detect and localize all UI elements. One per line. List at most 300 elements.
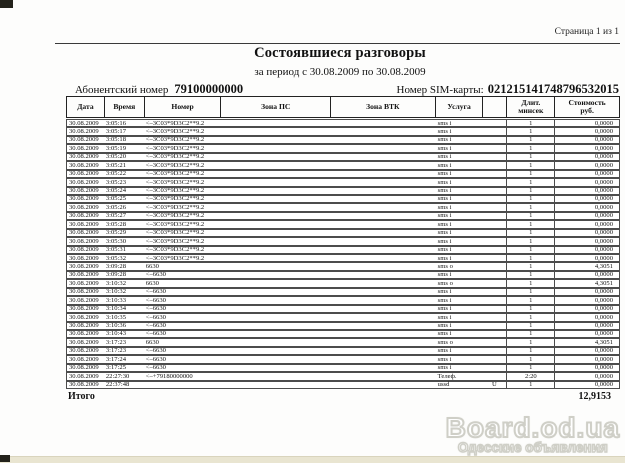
cell-flag: [482, 323, 506, 329]
cell-service: sms i: [437, 127, 452, 135]
table-row: [66, 313, 620, 321]
cell-flag: [482, 213, 506, 219]
cell-time: 3:05:30: [105, 237, 127, 245]
cell-service: sms i: [437, 313, 452, 321]
cell-number: <–6630: [145, 347, 166, 355]
cell-date: 30.08.2009: [69, 195, 99, 203]
cell-date: 30.08.2009: [69, 178, 99, 186]
table-row: [66, 136, 620, 144]
cell-service: sms i: [437, 203, 452, 211]
cell-zone-vtk: [330, 348, 435, 354]
cell-cost: 0,0000: [554, 204, 619, 210]
cell-flag: [482, 272, 506, 278]
cell-zone-ps: [220, 238, 330, 244]
cell-date: 30.08.2009: [69, 279, 99, 287]
cell-date: 30.08.2009: [69, 127, 99, 135]
col-header-zone-vtk: Зона ВТК: [330, 97, 435, 117]
subscriber-label: Абонентский номер: [75, 84, 169, 96]
cell-number: <–6630: [145, 288, 166, 296]
cell-cost: 0,0000: [554, 188, 619, 194]
cell-service: sms i: [437, 212, 452, 220]
cell-flag: [482, 289, 506, 295]
cell-zone-vtk: [330, 314, 435, 320]
cell-number: <–3C03*9D3C2**9.2: [145, 254, 205, 262]
cell-cost: 0,0000: [554, 306, 619, 312]
cell-number: <–3C03*9D3C2**9.2: [145, 195, 205, 203]
cell-number: <–3C03*9D3C2**9.2: [145, 229, 205, 237]
cell-zone-ps: [220, 373, 330, 379]
cell-duration: 1: [506, 306, 554, 312]
table-row: [66, 229, 620, 237]
cell-date: 30.08.2009: [69, 254, 99, 262]
cell-duration: 1: [506, 238, 554, 244]
cell-cost: 0,0000: [554, 145, 619, 151]
cell-duration: 1: [506, 382, 554, 388]
cell-zone-ps: [220, 263, 330, 269]
watermark-logo: Board.od.ua: [445, 412, 620, 443]
table-row: [66, 372, 620, 380]
cell-duration: 1: [506, 339, 554, 345]
cell-service: sms i: [437, 254, 452, 262]
cell-cost: 0,0000: [554, 137, 619, 143]
cell-zone-ps: [220, 339, 330, 345]
cell-cost: 0,0000: [554, 230, 619, 236]
cell-cost: 0,0000: [554, 221, 619, 227]
cell-number: <–3C03*9D3C2**9.2: [145, 136, 205, 144]
cell-flag: [482, 255, 506, 261]
cell-zone-vtk: [330, 263, 435, 269]
cell-cost: 0,0000: [554, 179, 619, 185]
cell-time: 3:05:31: [105, 246, 127, 254]
cell-cost: 0,0000: [554, 297, 619, 303]
cell-number: <–+79180000000: [145, 372, 193, 380]
cell-zone-vtk: [330, 247, 435, 253]
cell-zone-vtk: [330, 171, 435, 177]
cell-duration: 1: [506, 297, 554, 303]
cell-time: 3:17:25: [105, 364, 127, 372]
cell-zone-ps: [220, 204, 330, 210]
cell-zone-vtk: [330, 128, 435, 134]
table-row: [66, 355, 620, 363]
cell-zone-ps: [220, 188, 330, 194]
cell-date: 30.08.2009: [69, 347, 99, 355]
cell-duration: 1: [506, 179, 554, 185]
cell-zone-ps: [220, 382, 330, 388]
cell-number: <–3C03*9D3C2**9.2: [145, 246, 205, 254]
cell-duration: 1: [506, 120, 554, 126]
cell-service: sms i: [437, 237, 452, 245]
cell-zone-vtk: [330, 272, 435, 278]
cell-time: 3:05:27: [105, 212, 127, 220]
cell-date: 30.08.2009: [69, 330, 99, 338]
cell-time: 22:37:48: [105, 381, 130, 389]
cell-flag: [482, 137, 506, 143]
cell-cost: 0,0000: [554, 272, 619, 278]
cell-zone-vtk: [330, 382, 435, 388]
cell-duration: 1: [506, 221, 554, 227]
cell-flag: [482, 196, 506, 202]
cell-number: <–3C03*9D3C2**9.2: [145, 119, 205, 127]
table-row: [66, 347, 620, 355]
table-row: [66, 220, 620, 228]
cell-number: <–3C03*9D3C2**9.2: [145, 178, 205, 186]
table-row: [66, 144, 620, 152]
cell-date: 30.08.2009: [69, 355, 99, 363]
table-row: [66, 161, 620, 169]
cell-time: 3:05:17: [105, 127, 127, 135]
cell-zone-vtk: [330, 331, 435, 337]
cell-zone-vtk: [330, 162, 435, 168]
cell-date: 30.08.2009: [69, 203, 99, 211]
total-label: Итого: [68, 391, 95, 402]
call-table-body: [66, 119, 620, 389]
page-number: Страница 1 из 1: [554, 27, 619, 37]
cell-zone-ps: [220, 255, 330, 261]
cell-service: sms i: [437, 364, 452, 372]
table-row: [66, 338, 620, 346]
col-header-time: Время: [104, 97, 144, 117]
cell-zone-vtk: [330, 356, 435, 362]
cell-zone-vtk: [330, 137, 435, 143]
cell-service: sms i: [437, 305, 452, 313]
cell-zone-vtk: [330, 145, 435, 151]
cell-date: 30.08.2009: [69, 305, 99, 313]
cell-number: 6630: [145, 338, 159, 346]
cell-zone-vtk: [330, 196, 435, 202]
scan-artifact-top-left: [0, 0, 13, 8]
cell-flag: [482, 339, 506, 345]
cell-flag: [482, 331, 506, 337]
col-header-number: Номер: [144, 97, 221, 117]
cell-number: <–6630: [145, 330, 166, 338]
cell-flag: [482, 297, 506, 303]
cell-service: sms i: [437, 153, 452, 161]
sim-number: 021215141748796532015: [487, 82, 619, 96]
cell-zone-vtk: [330, 373, 435, 379]
cell-zone-ps: [220, 272, 330, 278]
table-row: [66, 153, 620, 161]
cell-flag: [482, 247, 506, 253]
cell-cost: 0,0000: [554, 247, 619, 253]
cell-service: sms i: [437, 187, 452, 194]
cell-service: sms i: [437, 178, 452, 186]
cell-time: 3:09:28: [105, 271, 127, 279]
cell-cost: 4,3051: [554, 280, 619, 286]
cell-date: 30.08.2009: [69, 288, 99, 296]
cell-time: 3:10:32: [105, 279, 127, 287]
cell-date: 30.08.2009: [69, 237, 99, 245]
table-row: [66, 195, 620, 203]
cell-service: sms i: [437, 220, 452, 228]
cell-time: 3:10:43: [105, 330, 127, 338]
cell-number: <–6630: [145, 364, 166, 372]
cell-flag: [482, 204, 506, 210]
cell-duration: 1: [506, 188, 554, 194]
cell-time: 3:05:23: [105, 178, 127, 186]
cell-service: sms i: [437, 195, 452, 203]
total-row: [68, 391, 611, 402]
cell-flag: [482, 230, 506, 236]
cell-zone-ps: [220, 365, 330, 371]
cell-number: <–3C03*9D3C2**9.2: [145, 203, 205, 211]
table-row: [66, 170, 620, 178]
cell-service: sms i: [437, 288, 452, 296]
table-row: [66, 203, 620, 211]
cell-zone-vtk: [330, 204, 435, 210]
table-row: [66, 296, 620, 304]
cell-zone-ps: [220, 120, 330, 126]
cell-duration: 1: [506, 162, 554, 168]
cell-flag: [482, 263, 506, 269]
cell-zone-ps: [220, 289, 330, 295]
report-period: за период с 30.08.2009 по 30.08.2009: [254, 66, 426, 78]
cell-number: 6630: [145, 262, 159, 270]
cell-date: 30.08.2009: [69, 364, 99, 372]
cell-duration: 1: [506, 272, 554, 278]
cell-time: 3:10:33: [105, 296, 127, 304]
cell-zone-vtk: [330, 154, 435, 160]
cell-zone-ps: [220, 128, 330, 134]
table-row: [66, 237, 620, 245]
cell-number: <–3C03*9D3C2**9.2: [145, 237, 205, 245]
cell-duration: 1: [506, 255, 554, 261]
cell-service: sms i: [437, 119, 452, 127]
cell-cost: 0,0000: [554, 196, 619, 202]
col-header-zone-ps: Зона ПС: [220, 97, 330, 117]
cell-number: <–3C03*9D3C2**9.2: [145, 153, 205, 161]
cell-time: 3:17:23: [105, 338, 127, 346]
cell-duration: 1: [506, 247, 554, 253]
cell-date: 30.08.2009: [69, 322, 99, 329]
cell-flag: [482, 154, 506, 160]
watermark: [445, 412, 620, 455]
cell-time: 3:05:21: [105, 161, 127, 169]
cell-service: sms i: [437, 355, 452, 363]
cell-date: 30.08.2009: [69, 187, 99, 194]
table-row: [66, 330, 620, 338]
cell-number: <–6630: [145, 271, 166, 279]
cell-service: sms o: [437, 338, 453, 346]
total-value: 12,9153: [578, 391, 611, 402]
cell-flag: U: [492, 381, 497, 389]
cell-time: 3:17:24: [105, 355, 127, 363]
cell-flag: [482, 188, 506, 194]
cell-time: 3:05:28: [105, 220, 127, 228]
cell-duration: 1: [506, 263, 554, 269]
cell-date: 30.08.2009: [69, 136, 99, 144]
cell-date: 30.08.2009: [69, 313, 99, 321]
sim-label: Номер SIM-карты:: [396, 84, 484, 96]
cell-zone-ps: [220, 314, 330, 320]
cell-cost: 0,0000: [554, 120, 619, 126]
cell-duration: 1: [506, 171, 554, 177]
cell-cost: 0,0000: [554, 356, 619, 362]
cell-duration: 1: [506, 323, 554, 329]
cell-date: 30.08.2009: [69, 119, 99, 127]
cell-zone-vtk: [330, 188, 435, 194]
scan-edge-strip: [0, 456, 625, 463]
cell-cost: 0,0000: [554, 365, 619, 371]
col-header-duration: Длит. минсек: [506, 97, 554, 117]
cell-number: <–6630: [145, 296, 166, 304]
cell-zone-vtk: [330, 213, 435, 219]
cell-cost: 0,0000: [554, 323, 619, 329]
cell-time: 3:05:19: [105, 144, 127, 152]
cell-date: 30.08.2009: [69, 246, 99, 254]
cell-duration: 1: [506, 280, 554, 286]
cell-zone-vtk: [330, 230, 435, 236]
cell-service: sms i: [437, 161, 452, 169]
cell-flag: [482, 348, 506, 354]
cell-time: 3:05:16: [105, 119, 127, 127]
cell-flag: [482, 365, 506, 371]
cell-service: sms i: [437, 322, 452, 329]
table-row: [66, 322, 620, 330]
cell-zone-ps: [220, 171, 330, 177]
cell-cost: 0,0000: [554, 238, 619, 244]
table-row: [66, 127, 620, 135]
cell-zone-ps: [220, 297, 330, 303]
cell-duration: 1: [506, 314, 554, 320]
cell-flag: [482, 145, 506, 151]
account-row: [75, 82, 619, 97]
cell-time: 3:17:23: [105, 347, 127, 355]
cell-time: 3:05:18: [105, 136, 127, 144]
cell-cost: 0,0000: [554, 171, 619, 177]
cell-date: 30.08.2009: [69, 153, 99, 161]
cell-zone-ps: [220, 221, 330, 227]
cell-flag: [482, 162, 506, 168]
cell-flag: [482, 238, 506, 244]
cell-number: <–3C03*9D3C2**9.2: [145, 161, 205, 169]
cell-service: sms i: [437, 144, 452, 152]
cell-cost: 0,0000: [554, 154, 619, 160]
cell-cost: 0,0000: [554, 289, 619, 295]
cell-zone-ps: [220, 154, 330, 160]
cell-duration: 1: [506, 137, 554, 143]
cell-time: 3:10:34: [105, 305, 127, 313]
cell-duration: 1: [506, 348, 554, 354]
cell-date: 30.08.2009: [69, 372, 99, 380]
table-row: [66, 271, 620, 279]
cell-zone-vtk: [330, 179, 435, 185]
cell-cost: 4,3051: [554, 339, 619, 345]
table-row: [66, 288, 620, 296]
cell-duration: 1: [506, 213, 554, 219]
cell-duration: 1: [506, 204, 554, 210]
cell-duration: 2:20: [506, 373, 554, 379]
cell-flag: [482, 128, 506, 134]
cell-service: Телеф.: [437, 372, 457, 380]
cell-zone-ps: [220, 306, 330, 312]
cell-zone-vtk: [330, 120, 435, 126]
table-row: [66, 262, 620, 270]
cell-number: <–6630: [145, 322, 166, 329]
cell-service: sms i: [437, 271, 452, 279]
cell-zone-ps: [220, 162, 330, 168]
cell-date: 30.08.2009: [69, 271, 99, 279]
cell-duration: 1: [506, 128, 554, 134]
table-row: [66, 212, 620, 220]
col-header-service: Услуга: [435, 97, 483, 117]
cell-date: 30.08.2009: [69, 381, 99, 389]
call-table: [66, 96, 620, 389]
table-row: [66, 178, 620, 186]
cell-service: sms i: [437, 170, 452, 178]
cell-service: sms i: [437, 330, 452, 338]
cell-zone-ps: [220, 247, 330, 253]
cell-zone-ps: [220, 280, 330, 286]
cell-duration: 1: [506, 365, 554, 371]
cell-service: sms o: [437, 279, 453, 287]
cell-zone-vtk: [330, 238, 435, 244]
subscriber-number: 79100000000: [174, 82, 244, 96]
cell-number: 6630: [145, 279, 159, 287]
sim-block: [397, 82, 619, 97]
cell-number: <–6630: [145, 305, 166, 313]
cell-zone-vtk: [330, 306, 435, 312]
cell-zone-vtk: [330, 221, 435, 227]
cell-zone-ps: [220, 323, 330, 329]
cell-zone-ps: [220, 137, 330, 143]
call-table-header: [66, 96, 620, 118]
cell-time: 3:05:26: [105, 203, 127, 211]
cell-zone-vtk: [330, 365, 435, 371]
cell-service: sms i: [437, 296, 452, 304]
cell-service: sms i: [437, 136, 452, 144]
cell-duration: 1: [506, 356, 554, 362]
cell-time: 3:05:22: [105, 170, 127, 178]
table-row: [66, 381, 620, 389]
watermark-tagline: Одесские объявления: [457, 440, 608, 455]
table-row: [66, 279, 620, 287]
cell-duration: 1: [506, 331, 554, 337]
cell-flag: [482, 221, 506, 227]
table-row: [66, 119, 620, 127]
cell-zone-vtk: [330, 339, 435, 345]
cell-zone-ps: [220, 196, 330, 202]
cell-number: <–3C03*9D3C2**9.2: [145, 170, 205, 178]
report-title: Состоявшиеся разговоры: [254, 45, 426, 61]
cell-zone-ps: [220, 348, 330, 354]
cell-service: sms o: [437, 262, 453, 270]
cell-zone-ps: [220, 331, 330, 337]
col-header-flag: [482, 97, 506, 117]
cell-flag: [482, 306, 506, 312]
cell-duration: 1: [506, 196, 554, 202]
cell-date: 30.08.2009: [69, 296, 99, 304]
table-row: [66, 364, 620, 372]
cell-time: 3:10:36: [105, 322, 127, 329]
cell-zone-ps: [220, 230, 330, 236]
cell-flag: [482, 179, 506, 185]
cell-duration: 1: [506, 154, 554, 160]
cell-service: sms i: [437, 246, 452, 254]
cell-number: <–3C03*9D3C2**9.2: [145, 187, 205, 194]
cell-cost: 0,0000: [554, 128, 619, 134]
cell-service: sms i: [437, 347, 452, 355]
cell-time: 22:27:30: [105, 372, 130, 380]
cell-time: 3:05:32: [105, 254, 127, 262]
cell-cost: 0,0000: [554, 213, 619, 219]
col-header-date: Дата: [77, 102, 94, 111]
cell-date: 30.08.2009: [69, 170, 99, 178]
cell-zone-vtk: [330, 323, 435, 329]
cell-date: 30.08.2009: [69, 338, 99, 346]
subscriber-block: [75, 82, 243, 97]
cell-zone-ps: [220, 356, 330, 362]
cell-cost: 0,0000: [554, 373, 619, 379]
